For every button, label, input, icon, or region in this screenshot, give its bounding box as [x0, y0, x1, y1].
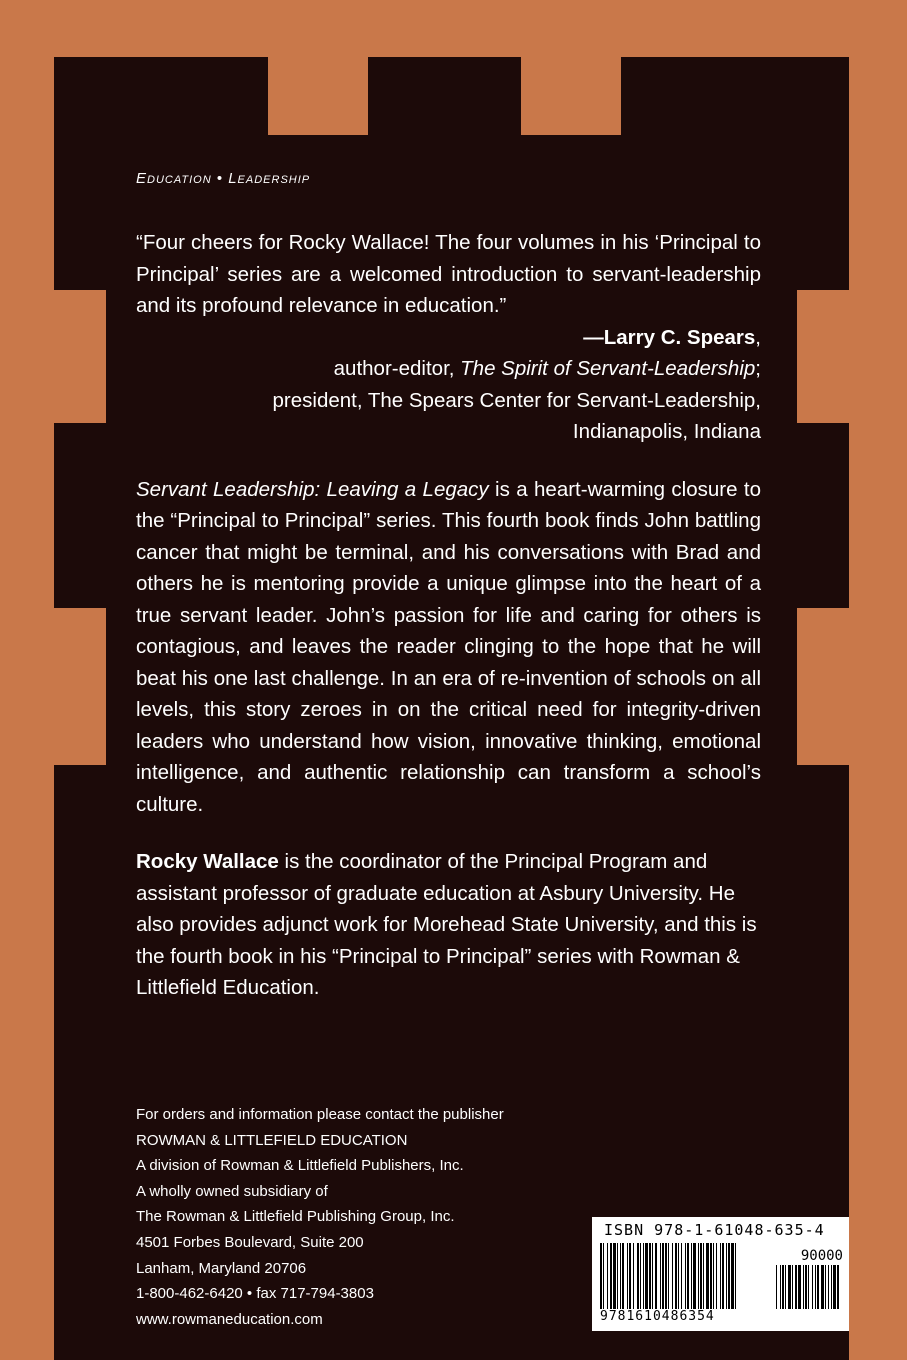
barcode-bar [722, 1243, 724, 1309]
ean-number: 9781610486354 [600, 1309, 715, 1324]
contact-line: www.rowmaneducation.com [136, 1310, 323, 1328]
isbn-text: ISBN 978-1-61048-635-4 [604, 1221, 825, 1239]
barcode-bar [710, 1243, 712, 1309]
battlement-notch-left [268, 57, 368, 135]
barcode-bar [678, 1243, 679, 1309]
barcode-bar [780, 1265, 781, 1309]
barcode-bar [831, 1265, 832, 1309]
panel-step-left [54, 608, 106, 765]
contact-line: 1-800-462-6420 • fax 717-794-3803 [136, 1285, 374, 1303]
battlement-notch-right [521, 57, 621, 135]
barcode-bar [633, 1243, 634, 1309]
barcode-bar [713, 1243, 714, 1309]
panel-step-right [797, 290, 849, 423]
contact-line: ROWMAN & LITTLEFIELD EDUCATION [136, 1131, 408, 1149]
barcode-bar [782, 1265, 784, 1309]
barcode-bar [668, 1243, 669, 1309]
barcode-bar [700, 1243, 702, 1309]
author-bio [136, 846, 761, 1004]
barcode-bar [828, 1265, 829, 1309]
contact-line: The Rowman & Littlefield Publishing Group, Inc. [136, 1208, 455, 1226]
endorsement-attribution [136, 322, 761, 448]
barcode-bar [617, 1243, 618, 1309]
barcode-bar [815, 1265, 816, 1309]
barcode-bar [645, 1243, 648, 1309]
barcode-bar [665, 1243, 667, 1309]
barcode-bar [620, 1243, 621, 1309]
barcode-bar [649, 1243, 651, 1309]
endorser-suffix: , [755, 325, 761, 349]
barcode-bar [731, 1243, 734, 1309]
endorsement-quote: “Four cheers for Rocky Wallace! The four volumes in his ‘Principal to Principal’ series are a welcomed introduction to servant-leadership and its profound relevance in education.” [136, 231, 761, 317]
barcode-bar [613, 1243, 616, 1309]
book-description [136, 474, 761, 821]
barcode-bar [610, 1243, 612, 1309]
barcode-bar [685, 1243, 686, 1309]
barcode-bar [629, 1243, 631, 1309]
barcode-bar [652, 1243, 653, 1309]
barcode-bar [660, 1243, 661, 1309]
endorser-name: —Larry C. Spears [583, 325, 756, 349]
price-code: 90000 [800, 1248, 843, 1264]
description-text: is a heart-warming closure to the “Principal to Principal” series. This fourth book finds John battling cancer that might be terminal, and his conversations with Brad and others he is mentoring provide a unique glimpse into the heart of a true servant leader. John’s passion for life and caring for others is contagious, and leaves the reader clinging to the hope that he will beat his one last challenge. In an era of re-invention of schools on all levels, this story zeroes in on the critical need for integrity-driven leaders who understand how vision, innovative thinking, emotional intelligence, and authentic relationship can transform a school’s culture. [136, 477, 761, 816]
barcode-bar [600, 1243, 602, 1309]
barcode-bar [681, 1243, 682, 1309]
endorser-location: Indianapolis, Indiana [572, 420, 761, 443]
contact-line: 4501 Forbes Boulevard, Suite 200 [136, 1233, 364, 1251]
barcode-bar [795, 1265, 797, 1309]
barcode-bar [643, 1243, 644, 1309]
barcode-bar [687, 1243, 689, 1309]
contact-line: Lanham, Maryland 20706 [136, 1259, 307, 1277]
endorser-role: author-editor, [333, 357, 461, 380]
barcode-bar [706, 1243, 709, 1309]
book-title: Servant Leadership: Leaving a Legacy [136, 477, 489, 501]
barcode-bar [627, 1243, 628, 1309]
barcode-bar [792, 1265, 793, 1309]
barcode-bar [798, 1265, 801, 1309]
barcode-bar [720, 1243, 721, 1309]
back-cover-text [136, 170, 761, 1004]
category-line: Education • Leadership [136, 170, 311, 187]
bio-text: is the coordinator of the Principal Program and assistant professor of graduate education at Asbury University. He also provides adjunct work for Morehead State University, and this is the fourth book in his “Principal to Principal” series with Rowman & Littlefield Education. [136, 850, 757, 999]
barcode-bar [735, 1243, 736, 1309]
barcode [592, 1217, 849, 1331]
barcode-bar [703, 1243, 704, 1309]
barcode-bar [662, 1243, 664, 1309]
endorser-role-suffix: ; [755, 357, 761, 380]
panel-step-left [54, 290, 106, 423]
barcode-bar [728, 1243, 730, 1309]
barcode-bar [803, 1265, 804, 1309]
barcode-bar [675, 1243, 677, 1309]
barcode-bar [788, 1265, 791, 1309]
barcode-bar [691, 1243, 692, 1309]
barcode-bar [693, 1243, 696, 1309]
endorser-book-title: The Spirit of Servant-Leadership [460, 357, 756, 380]
panel-step-right [797, 608, 849, 765]
barcode-bar [805, 1265, 807, 1309]
contact-line: A wholly owned subsidiary of [136, 1182, 328, 1200]
barcode-bar [698, 1243, 699, 1309]
barcode-bar [637, 1243, 639, 1309]
barcode-bar [821, 1265, 824, 1309]
barcode-bar [672, 1243, 673, 1309]
barcode-bar [603, 1243, 604, 1309]
publisher-contact [136, 1102, 504, 1332]
barcode-bar [716, 1243, 717, 1309]
endorser-position: president, The Spears Center for Servant-Leadership, [272, 388, 761, 412]
barcode-bar [640, 1243, 641, 1309]
barcode-bar [785, 1265, 786, 1309]
author-name: Rocky Wallace [136, 850, 279, 873]
barcode-bar [622, 1243, 624, 1309]
contact-line: For orders and information please contact the publisher [136, 1106, 504, 1123]
barcode-bar [776, 1265, 777, 1309]
barcode-bar [833, 1265, 836, 1309]
barcode-bar [726, 1243, 727, 1309]
barcode-bar [812, 1265, 813, 1309]
barcode-bar [825, 1265, 826, 1309]
contact-line: A division of Rowman & Littlefield Publishers, Inc. [136, 1157, 464, 1175]
barcode-bar [655, 1243, 657, 1309]
barcode-bar [817, 1265, 819, 1309]
barcode-bar [808, 1265, 809, 1309]
barcode-bar [607, 1243, 608, 1309]
barcode-bar [837, 1265, 839, 1309]
